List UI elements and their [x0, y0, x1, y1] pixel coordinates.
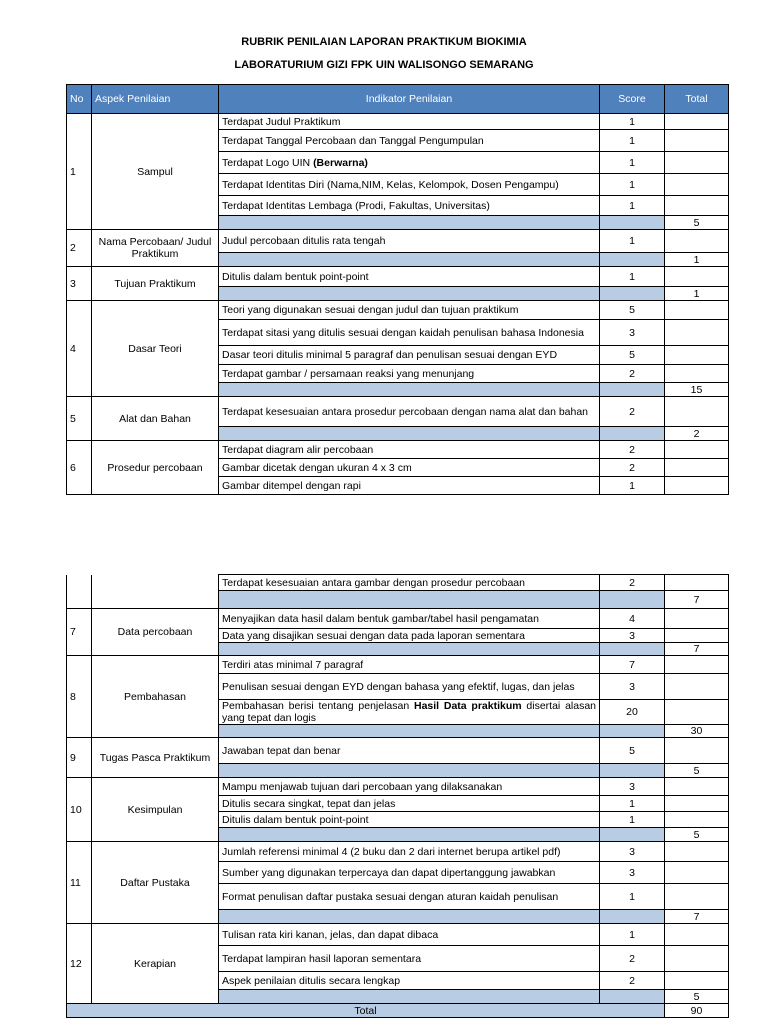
table-row — [67, 609, 729, 629]
header-total: Total — [665, 85, 729, 114]
total-cell-empty — [665, 174, 729, 196]
table-row — [67, 397, 729, 427]
subtotal-value: 5 — [665, 828, 729, 842]
indicator-cell: Terdapat gambar / persamaan reaksi yang menunjang — [219, 365, 600, 383]
section-number: 4 — [67, 301, 92, 397]
total-cell-empty — [665, 778, 729, 796]
section-aspect: Nama Percobaan/ Judul Praktikum — [92, 230, 219, 267]
section-aspect: Pembahasan — [92, 656, 219, 738]
indicator-cell: Jawaban tepat dan benar — [219, 738, 600, 764]
indicator-cell: Terdapat diagram alir percobaan — [219, 441, 600, 459]
subtotal-blank — [600, 427, 665, 441]
total-cell-empty — [665, 674, 729, 700]
section-aspect: Tugas Pasca Praktikum — [92, 738, 219, 778]
header-aspek: Aspek Penilaian — [92, 85, 219, 114]
subtotal-value: 5 — [665, 990, 729, 1004]
section-aspect: Daftar Pustaka — [92, 842, 219, 924]
table-row — [67, 738, 729, 764]
indicator-cell: Sumber yang digunakan terpercaya dan dapat dipertanggung jawabkan — [219, 862, 600, 884]
indicator-cell: Terdiri atas minimal 7 paragraf — [219, 656, 600, 674]
total-cell-empty — [665, 441, 729, 459]
total-cell-empty — [665, 575, 729, 591]
doc-title: RUBRIK PENILAIAN LAPORAN PRAKTIKUM BIOKIMIA — [241, 36, 527, 48]
total-cell-empty — [665, 346, 729, 365]
indicator-cell: Terdapat Identitas Lembaga (Prodi, Fakultas, Universitas) — [219, 196, 600, 216]
section-aspect: Data percobaan — [92, 609, 219, 656]
total-cell-empty — [665, 301, 729, 320]
grand-total-row — [67, 1004, 729, 1018]
subtotal-blank — [600, 591, 665, 609]
indicator-cell: Gambar ditempel dengan rapi — [219, 477, 600, 495]
indicator-cell: Format penulisan daftar pustaka sesuai dengan aturan kaidah penulisan — [219, 884, 600, 910]
indicator-cell: Ditulis secara singkat, tepat dan jelas — [219, 796, 600, 812]
grand-total-value: 90 — [665, 1004, 729, 1018]
score-cell: 1 — [600, 114, 665, 130]
indicator-cell: Terdapat kesesuaian antara prosedur percobaan dengan nama alat dan bahan — [219, 397, 600, 427]
indicator-cell: Ditulis dalam bentuk point-point — [219, 812, 600, 828]
score-cell: 2 — [600, 459, 665, 477]
section-number: 1 — [67, 114, 92, 230]
score-cell: 1 — [600, 267, 665, 287]
subtotal-blank — [600, 725, 665, 738]
score-cell: 1 — [600, 812, 665, 828]
table-row — [67, 656, 729, 674]
subtotal-blank — [600, 287, 665, 301]
total-cell-empty — [665, 946, 729, 972]
section-aspect: Prosedur percobaan — [92, 441, 219, 495]
subtotal-value: 1 — [665, 253, 729, 267]
indicator-cell: Judul percobaan ditulis rata tengah — [219, 230, 600, 253]
score-cell: 3 — [600, 674, 665, 700]
subtotal-blank — [600, 643, 665, 656]
indicator-cell — [219, 152, 600, 174]
section-aspect: Alat dan Bahan — [92, 397, 219, 441]
subtotal-blank — [600, 216, 665, 230]
indicator-text: disertai alasan yang tepat dan logis — [222, 700, 597, 724]
section-number — [67, 575, 92, 609]
total-cell-empty — [665, 884, 729, 910]
total-cell-empty — [665, 365, 729, 383]
grand-total-label: Total — [67, 1004, 665, 1018]
indicator-cell: Teori yang digunakan sesuai dengan judul dan tujuan praktikum — [219, 301, 600, 320]
section-number: 2 — [67, 230, 92, 267]
score-cell: 4 — [600, 609, 665, 629]
indicator-cell: Gambar dicetak dengan ukuran 4 x 3 cm — [219, 459, 600, 477]
total-cell-empty — [665, 700, 729, 725]
section-number: 6 — [67, 441, 92, 495]
score-cell: 1 — [600, 174, 665, 196]
section-number: 9 — [67, 738, 92, 778]
subtotal-value: 5 — [665, 764, 729, 778]
score-cell: 1 — [600, 230, 665, 253]
table-row — [67, 441, 729, 459]
subtotal-blank — [219, 591, 600, 609]
total-cell-empty — [665, 397, 729, 427]
score-cell: 2 — [600, 972, 665, 990]
indicator-cell: Tulisan rata kiri kanan, jelas, dan dapat dibaca — [219, 924, 600, 946]
total-cell-empty — [665, 230, 729, 253]
table-row — [67, 267, 729, 287]
total-cell-empty — [665, 114, 729, 130]
total-cell-empty — [665, 629, 729, 643]
subtotal-blank — [219, 287, 600, 301]
score-cell: 2 — [600, 575, 665, 591]
rubric-table-part2 — [66, 574, 729, 1018]
subtotal-blank — [219, 725, 600, 738]
subtotal-blank — [600, 990, 665, 1004]
subtotal-value: 15 — [665, 383, 729, 397]
subtotal-blank — [600, 910, 665, 924]
indicator-cell: Aspek penilaian ditulis secara lengkap — [219, 972, 600, 990]
subtotal-blank — [219, 643, 600, 656]
section-aspect: Tujuan Praktikum — [92, 267, 219, 301]
total-cell-empty — [665, 972, 729, 990]
total-cell-empty — [665, 130, 729, 152]
total-cell-empty — [665, 152, 729, 174]
total-cell-empty — [665, 459, 729, 477]
table-row — [67, 575, 729, 591]
total-cell-empty — [665, 267, 729, 287]
subtotal-blank — [600, 383, 665, 397]
total-cell-empty — [665, 796, 729, 812]
rubric-table-part1 — [66, 84, 729, 495]
score-cell: 3 — [600, 320, 665, 346]
header-indikator: Indikator Penilaian — [219, 85, 600, 114]
table-row — [67, 842, 729, 862]
score-cell: 20 — [600, 700, 665, 725]
indicator-text: Terdapat Logo UIN — [222, 156, 314, 169]
total-cell-empty — [665, 320, 729, 346]
section-aspect: Dasar Teori — [92, 301, 219, 397]
table-row — [67, 114, 729, 130]
header-score: Score — [600, 85, 665, 114]
subtotal-value: 30 — [665, 725, 729, 738]
indicator-cell: Terdapat Identitas Diri (Nama,NIM, Kelas, Kelompok, Dosen Pengampu) — [219, 174, 600, 196]
section-number: 10 — [67, 778, 92, 842]
indicator-bold-text: (Berwarna) — [313, 156, 368, 169]
subtotal-blank — [219, 216, 600, 230]
subtotal-blank — [219, 383, 600, 397]
total-cell-empty — [665, 196, 729, 216]
score-cell: 1 — [600, 796, 665, 812]
indicator-cell: Terdapat Judul Praktikum — [219, 114, 600, 130]
table-row — [67, 778, 729, 796]
subtotal-value: 2 — [665, 427, 729, 441]
subtotal-blank — [219, 990, 600, 1004]
section-number: 5 — [67, 397, 92, 441]
indicator-cell: Terdapat kesesuaian antara gambar dengan prosedur percobaan — [219, 575, 600, 591]
section-aspect: Kerapian — [92, 924, 219, 1004]
score-cell: 2 — [600, 946, 665, 972]
score-cell: 1 — [600, 884, 665, 910]
section-aspect: Kesimpulan — [92, 778, 219, 842]
section-number: 7 — [67, 609, 92, 656]
subtotal-value: 7 — [665, 591, 729, 609]
total-cell-empty — [665, 862, 729, 884]
score-cell: 3 — [600, 778, 665, 796]
score-cell: 1 — [600, 477, 665, 495]
score-cell: 2 — [600, 441, 665, 459]
section-aspect: Sampul — [92, 114, 219, 230]
indicator-cell: Data yang disajikan sesuai dengan data pada laporan sementara — [219, 629, 600, 643]
subtotal-blank — [219, 253, 600, 267]
subtotal-value: 7 — [665, 910, 729, 924]
score-cell: 5 — [600, 346, 665, 365]
total-cell-empty — [665, 812, 729, 828]
section-number: 8 — [67, 656, 92, 738]
score-cell: 2 — [600, 397, 665, 427]
indicator-cell: Terdapat Tanggal Percobaan dan Tanggal Pengumpulan — [219, 130, 600, 152]
score-cell: 3 — [600, 862, 665, 884]
subtotal-blank — [219, 427, 600, 441]
score-cell: 2 — [600, 365, 665, 383]
score-cell: 1 — [600, 130, 665, 152]
score-cell: 7 — [600, 656, 665, 674]
doc-subtitle: LABORATURIUM GIZI FPK UIN WALISONGO SEMARANG — [234, 59, 534, 71]
table-row — [67, 924, 729, 946]
subtotal-blank — [219, 764, 600, 778]
score-cell: 3 — [600, 629, 665, 643]
header-no: No — [67, 85, 92, 114]
section-aspect — [92, 575, 219, 609]
subtotal-blank — [219, 910, 600, 924]
table-row — [67, 301, 729, 320]
total-cell-empty — [665, 609, 729, 629]
section-number: 3 — [67, 267, 92, 301]
score-cell: 5 — [600, 738, 665, 764]
indicator-bold-text: Hasil Data praktikum — [413, 700, 522, 712]
score-cell: 1 — [600, 924, 665, 946]
total-cell-empty — [665, 924, 729, 946]
table-row — [67, 230, 729, 253]
score-cell: 3 — [600, 842, 665, 862]
indicator-cell: Jumlah referensi minimal 4 (2 buku dan 2 dari internet berupa artikel pdf) — [219, 842, 600, 862]
subtotal-value: 5 — [665, 216, 729, 230]
score-cell: 1 — [600, 152, 665, 174]
score-cell: 5 — [600, 301, 665, 320]
subtotal-blank — [600, 253, 665, 267]
subtotal-value: 1 — [665, 287, 729, 301]
subtotal-value: 7 — [665, 643, 729, 656]
total-cell-empty — [665, 738, 729, 764]
indicator-cell: Terdapat sitasi yang ditulis sesuai dengan kaidah penulisan bahasa Indonesia — [219, 320, 600, 346]
indicator-text: Pembahasan berisi tentang penjelasan — [222, 700, 414, 712]
subtotal-blank — [600, 828, 665, 842]
indicator-cell: Ditulis dalam bentuk point-point — [219, 267, 600, 287]
indicator-cell: Mampu menjawab tujuan dari percobaan yang dilaksanakan — [219, 778, 600, 796]
score-cell: 1 — [600, 196, 665, 216]
total-cell-empty — [665, 842, 729, 862]
indicator-cell — [219, 700, 600, 725]
indicator-cell: Terdapat lampiran hasil laporan sementara — [219, 946, 600, 972]
total-cell-empty — [665, 477, 729, 495]
indicator-cell: Menyajikan data hasil dalam bentuk gambar/tabel hasil pengamatan — [219, 609, 600, 629]
total-cell-empty — [665, 656, 729, 674]
subtotal-blank — [600, 764, 665, 778]
section-number: 11 — [67, 842, 92, 924]
indicator-cell: Dasar teori ditulis minimal 5 paragraf dan penulisan sesuai dengan EYD — [219, 346, 600, 365]
indicator-cell: Penulisan sesuai dengan EYD dengan bahasa yang efektif, lugas, dan jelas — [219, 674, 600, 700]
subtotal-blank — [219, 828, 600, 842]
section-number: 12 — [67, 924, 92, 1004]
